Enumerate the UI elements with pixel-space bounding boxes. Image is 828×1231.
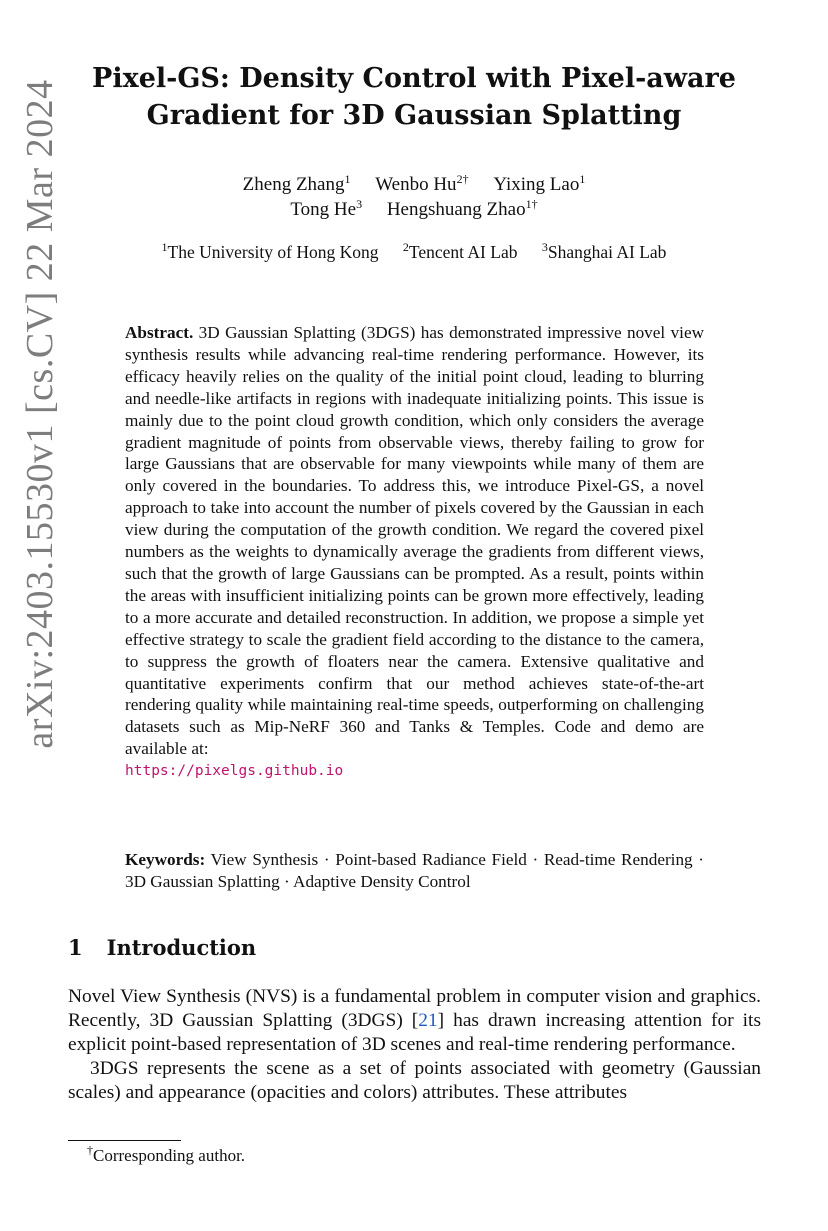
author: Hengshuang Zhao$^{1\dagger}$ [386,197,538,220]
footnote-text: Corresponding author. [93,1146,246,1165]
author: Yixing Lao$^1$ [493,172,586,195]
arxiv-identifier [12,62,68,767]
intro-body [68,985,761,1105]
author: Tong He$^3$ [290,197,363,220]
affiliation: $^3$Shanghai AI Lab [541,240,667,262]
affiliation: $^2$Tencent AI Lab [402,240,518,262]
author-list [90,172,738,222]
keywords-label: Keywords: [125,850,206,869]
abstract-label: Abstract. [125,323,194,342]
affiliation-list [90,240,738,264]
section-number: 1 [68,935,83,960]
footnote-mark: † [87,1143,93,1157]
intro-paragraph-1: Novel View Synthesis (NVS) is a fundamental problem in computer vision and graphics. Recently, 3D Gaussian Splatting (3DGS) [21] has drawn increasing attention for its explicit point-based representation of 3D scenes and real-time rendering performance. [68,986,761,1055]
footnote [87,1145,245,1167]
arxiv-identifier-text: arXiv:2403.15530v1 [cs.CV] 22 Mar 2024 [19,79,61,749]
abstract [125,322,704,783]
abstract-text: 3D Gaussian Splatting (3DGS) has demonstrated impressive novel view synthesis results while advancing real-time rendering performance. However, its efficacy heavily relies on the quality of the initial point cloud, leading to blurring and needle-like artifacts in regions with inadequate initializing points. This issue is mainly due to the point cloud growth condition, which only considers the average gradient magnitude of points from observable views, thereby failing to grow for large Gaussians that are observable for many viewpoints while many of them are only covered in the boundaries. To address this, we introduce Pixel-GS, a novel approach to take into account the number of pixels covered by the Gaussian in each view during the computation of the growth condition. We regard the covered pixel numbers as the weights to dynamically average the gradients from different views, such that the growth of large Gaussians can be prompted. As a result, points within the areas with insufficient initializing points can be grown more effectively, leading to a more accurate and detailed reconstruction. In addition, we propose a simple yet effective strategy to scale the gradient field according to the distance to the camera, to suppress the growth of floaters near the camera. Extensive qualitative and quantitative experiments confirm that our method achieves state-of-the-art rendering quality while maintaining real-time speeds, outperforming on challenging datasets such as Mip-NeRF 360 and Tanks & Temples. Code and demo are available at: [125,323,704,759]
title-line-1: Pixel-GS: Density Control with Pixel-aware [92,63,736,94]
paper-title [90,60,738,134]
section-title: Introduction [106,935,257,960]
citation-link[interactable]: 21 [418,1009,438,1031]
author: Wenbo $Hu^{2\dagger}$ [375,172,469,195]
affiliation: $^1$The University of Hong Kong [161,240,379,262]
footnote-divider [68,1140,181,1141]
section-heading [68,934,256,962]
keywords [125,849,704,893]
project-url-link[interactable]: https://pixelgs.github.io [125,763,344,780]
keywords-text: View Synthesis · Point-based Radiance Field · Read-time Rendering · 3D Gaussian Splatting · Adaptive Density Control [125,850,704,891]
author: Zheng Zhang$^1$ [242,172,351,195]
intro-paragraph-2: 3DGS represents the scene as a set of points associated with geometry (Gaussian scales) and appearance (opacities and colors) attributes. These attributes [68,1057,761,1103]
title-line-2: Gradient for 3D Gaussian Splatting [146,100,682,131]
